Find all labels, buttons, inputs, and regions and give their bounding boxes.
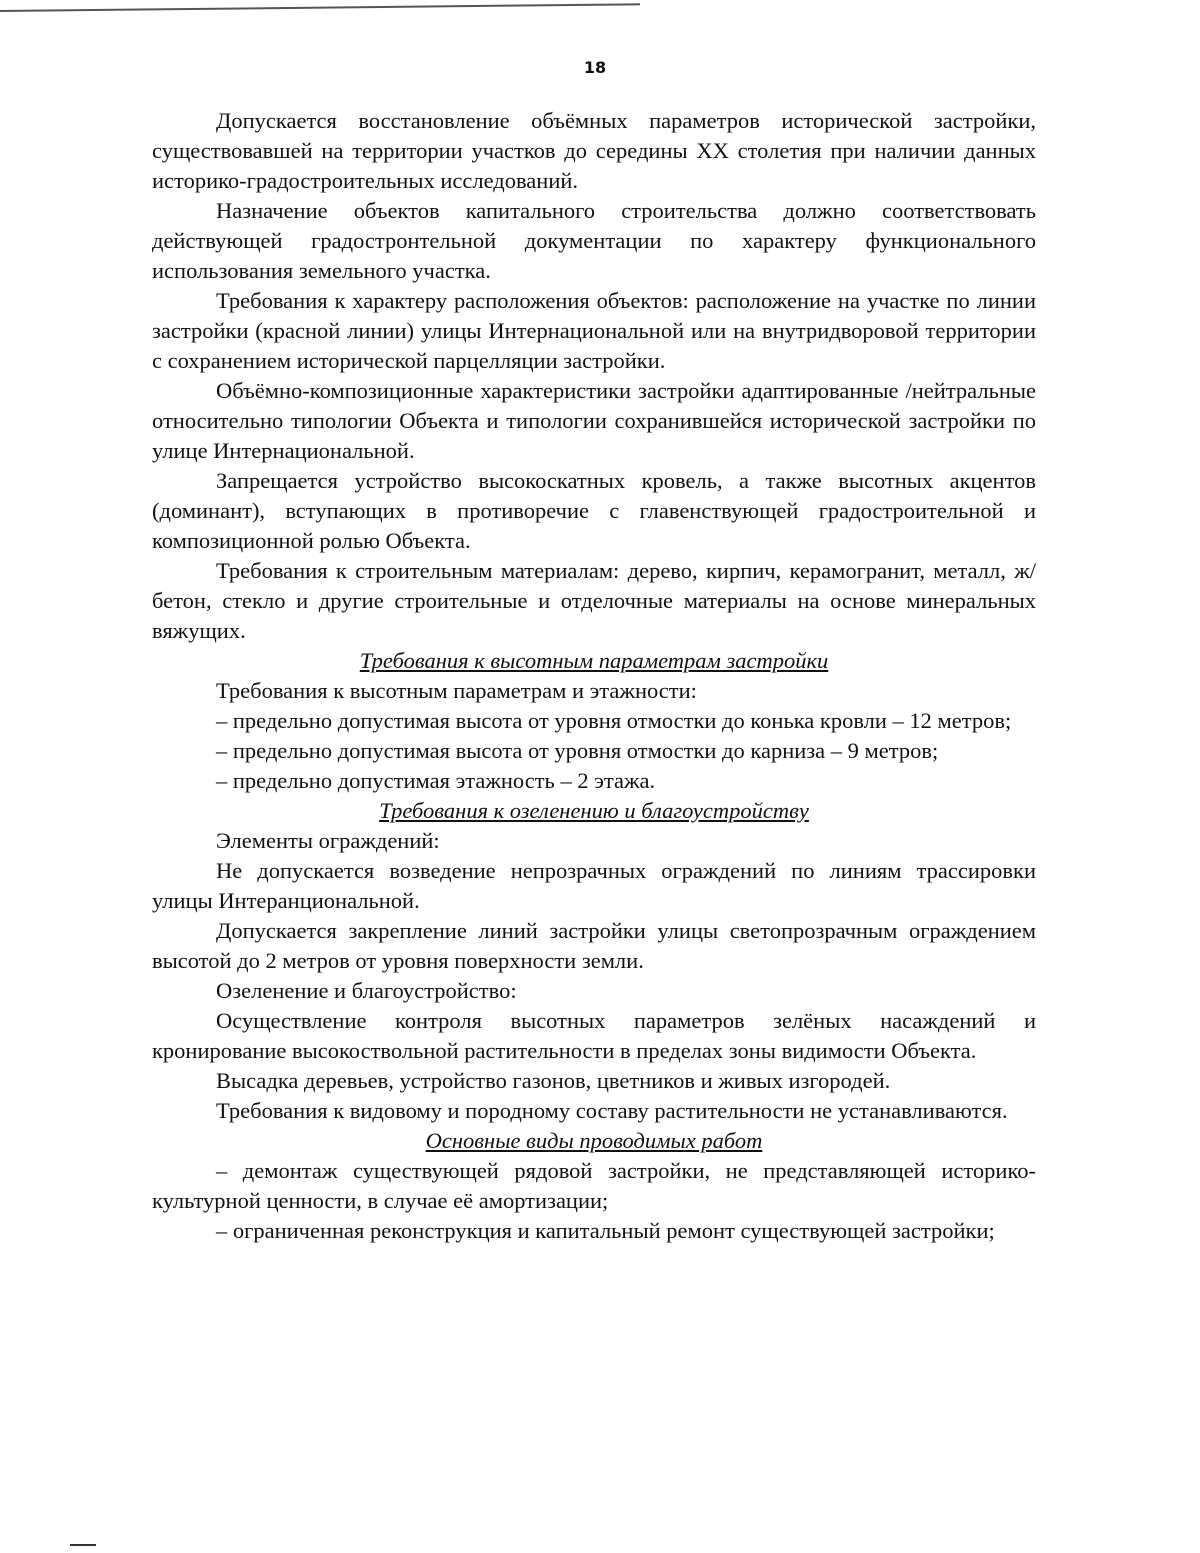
list-item: – демонтаж существующей рядовой застройки, не представляющей историко-культурной ценности, в случае её амортизации; (152, 1158, 1036, 1213)
paragraph: Осуществление контроля высотных параметров зелёных насаждений и кронирование высокоствольной растительности в пределах зоны видимости Объекта. (152, 1008, 1036, 1063)
list-item: – предельно допустимая высота от уровня отмостки до карниза – 9 метров; (216, 738, 939, 763)
paragraph: Объёмно-композиционные характеристики застройки адаптированные /нейтральные относительно типологии Объекта и типологии сохранившейся исторической застройки по улице Интернациональной. (152, 378, 1036, 463)
section-heading: Основные виды проводимых работ (425, 1128, 763, 1153)
page-number: 18 (583, 58, 607, 77)
paragraph: Требования к высотным параметрам и этажности: (216, 678, 697, 703)
paragraph: Не допускается возведение непрозрачных ограждений по линиям трассировки улицы Интеранциональной. (152, 858, 1036, 913)
paragraph: Запрещается устройство высокоскатных кровель, а также высотных акцентов (доминант), вступающих в противоречие с главенствующей градостроительной и композиционной ролью Объекта. (152, 468, 1036, 553)
document-body (152, 106, 1036, 1246)
paragraph: Требования к строительным материалам: дерево, кирпич, керамогранит, металл, ж/бетон, стекло и другие строительные и отделочные материалы на основе минеральных вяжущих. (152, 558, 1036, 643)
list-item: – предельно допустимая этажность – 2 этажа. (216, 768, 656, 793)
paragraph: Назначение объектов капитального строительства должно соответствовать действующей градостронтельной документации по характеру функционального использования земельного участка. (152, 198, 1036, 283)
section-heading: Требования к озеленению и благоустройству (379, 798, 809, 823)
list-item: – предельно допустимая высота от уровня отмостки до конька кровли – 12 метров; (216, 708, 1012, 733)
paragraph: Высадка деревьев, устройство газонов, цветников и живых изгородей. (216, 1068, 891, 1093)
paragraph: Требования к видовому и породному составу растительности не устанавливаются. (216, 1098, 1008, 1123)
paragraph: Допускается восстановление объёмных параметров исторической застройки, существовавшей на территории участков до середины ХХ столетия при наличии данных историко-градостроительных исследований. (152, 108, 1036, 193)
scan-edge-line (0, 3, 640, 12)
paragraph: Элементы ограждений: (216, 828, 440, 853)
paragraph: Допускается закрепление линий застройки улицы светопрозрачным ограждением высотой до 2 метров от уровня поверхности земли. (152, 918, 1036, 973)
paragraph: Требования к характеру расположения объектов: расположение на участке по линии застройки (красной линии) улицы Интернациональной или на внутридворовой территории с сохранением исторической парцелляции застройки. (152, 288, 1036, 373)
paragraph: Озеленение и благоустройство: (216, 978, 517, 1003)
list-item: – ограниченная реконструкция и капитальный ремонт существующей застройки; (216, 1218, 995, 1243)
section-heading: Требования к высотным параметрам застройки (359, 648, 829, 673)
scan-mark (70, 1544, 96, 1546)
